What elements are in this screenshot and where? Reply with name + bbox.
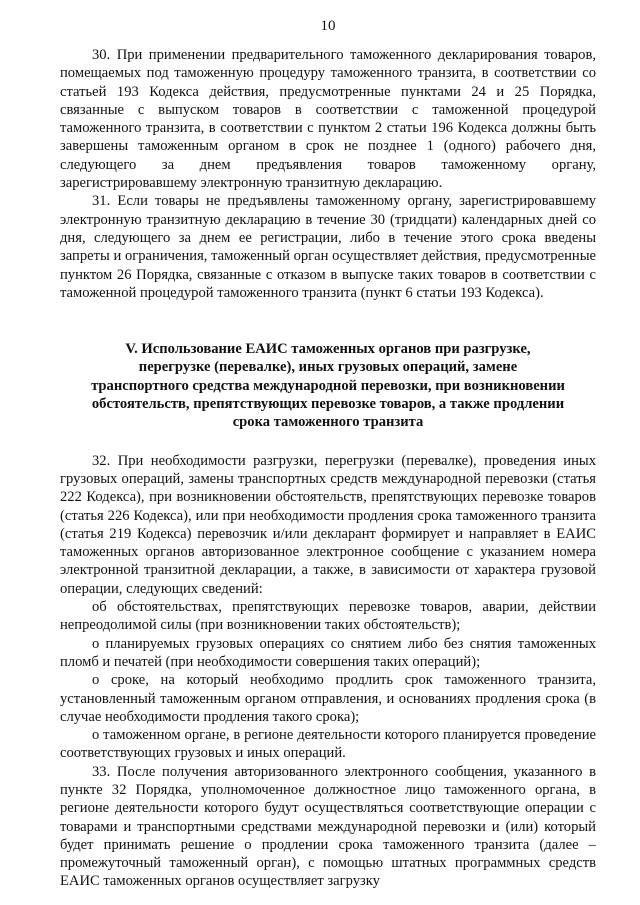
paragraph-32-item-cargo-operations: о планируемых грузовых операциях со снятием либо без снятия таможенных пломб и печатей (при необходимости совершения таких операций); — [60, 635, 596, 670]
paragraph-32: 32. При необходимости разгрузки, перегрузки (перевалке), проведения иных грузовых операций, замены транспортных средств международной перевозки (статья 222 Кодекса), при возникновении обстоятельств, препятствующих перевозке товаров (статья 226 Кодекса), или при необходимости продления срока таможенного транзита (статья 219 Кодекса) перевозчик и/или декларант формирует и направляет в ЕАИС таможенных органов авторизованное электронное сообщение с указанием номера электронной транзитной декларации, а также, в зависимости от характера грузовой операции, следующих сведений: — [60, 452, 596, 597]
document-page — [60, 0, 596, 905]
section-title: V. Использование ЕАИС таможенных органов при разгрузке, перегрузке (перевалке), иных грузовых операций, замене транспортного средства международной перевозки, при возникновении обстоятельств, препятствующих перевозке товаров, а также продлении срока таможенного транзита — [91, 341, 565, 431]
paragraph-31: 31. Если товары не предъявлены таможенному органу, зарегистрировавшему электронную транзитную декларацию в течение 30 (тридцати) календарных дней со дня, следующего за днем ее регистрации, либо в течение этого срока введены запреты и ограничения, таможенный орган осуществляет действия, предусмотренные пунктом 26 Порядка, связанные с отказом в выпуске таких товаров в соответствии с таможенной процедурой таможенного транзита (пункт 6 статьи 193 Кодекса). — [60, 193, 596, 301]
page-number: 10 — [320, 18, 336, 34]
paragraph-32-item-extension-term: о сроке, на который необходимо продлить срок таможенного транзита, установленный таможенным органом отправления, и основаниях продления срока (в случае необходимости продления такого срока); — [60, 672, 596, 725]
document-body — [60, 46, 596, 891]
paragraph-33: 33. После получения авторизованного электронного сообщения, указанного в пункте 32 Порядка, уполномоченное должностное лицо таможенного органа, в регионе деятельности которого будут осуществляться соответствующие операции с товарами и транспортными средствами международной перевозки и (или) который будет принимать решение о продлении срока таможенного транзита (далее – промежуточный таможенный орган), с помощью штатных программных средств ЕАИС таможенных органов осуществляет загрузку — [60, 763, 596, 890]
paragraph-30: 30. При применении предварительного таможенного декларирования товаров, помещаемых под таможенную процедуру таможенного транзита, в соответствии со статьей 193 Кодекса действия, предусмотренные пунктами 24 и 25 Порядка, связанные с выпуском товаров в соответствии с таможенной процедурой таможенного транзита, в соответствии с пунктом 2 статьи 196 Кодекса должны быть завершены таможенным органом в срок не позднее 1 (одного) рабочего дня, следующего за днем предъявления товаров таможенному органу, зарегистрировавшему электронную транзитную декларацию. — [60, 47, 596, 192]
paragraph-32-item-obstacles: об обстоятельствах, препятствующих перевозке товаров, аварии, действии непреодолимой силы (при возникновении таких обстоятельств); — [60, 599, 596, 634]
paragraph-32-item-customs-body: о таможенном органе, в регионе деятельности которого планируется проведение соответствующих грузовых и иных операций. — [60, 727, 596, 762]
